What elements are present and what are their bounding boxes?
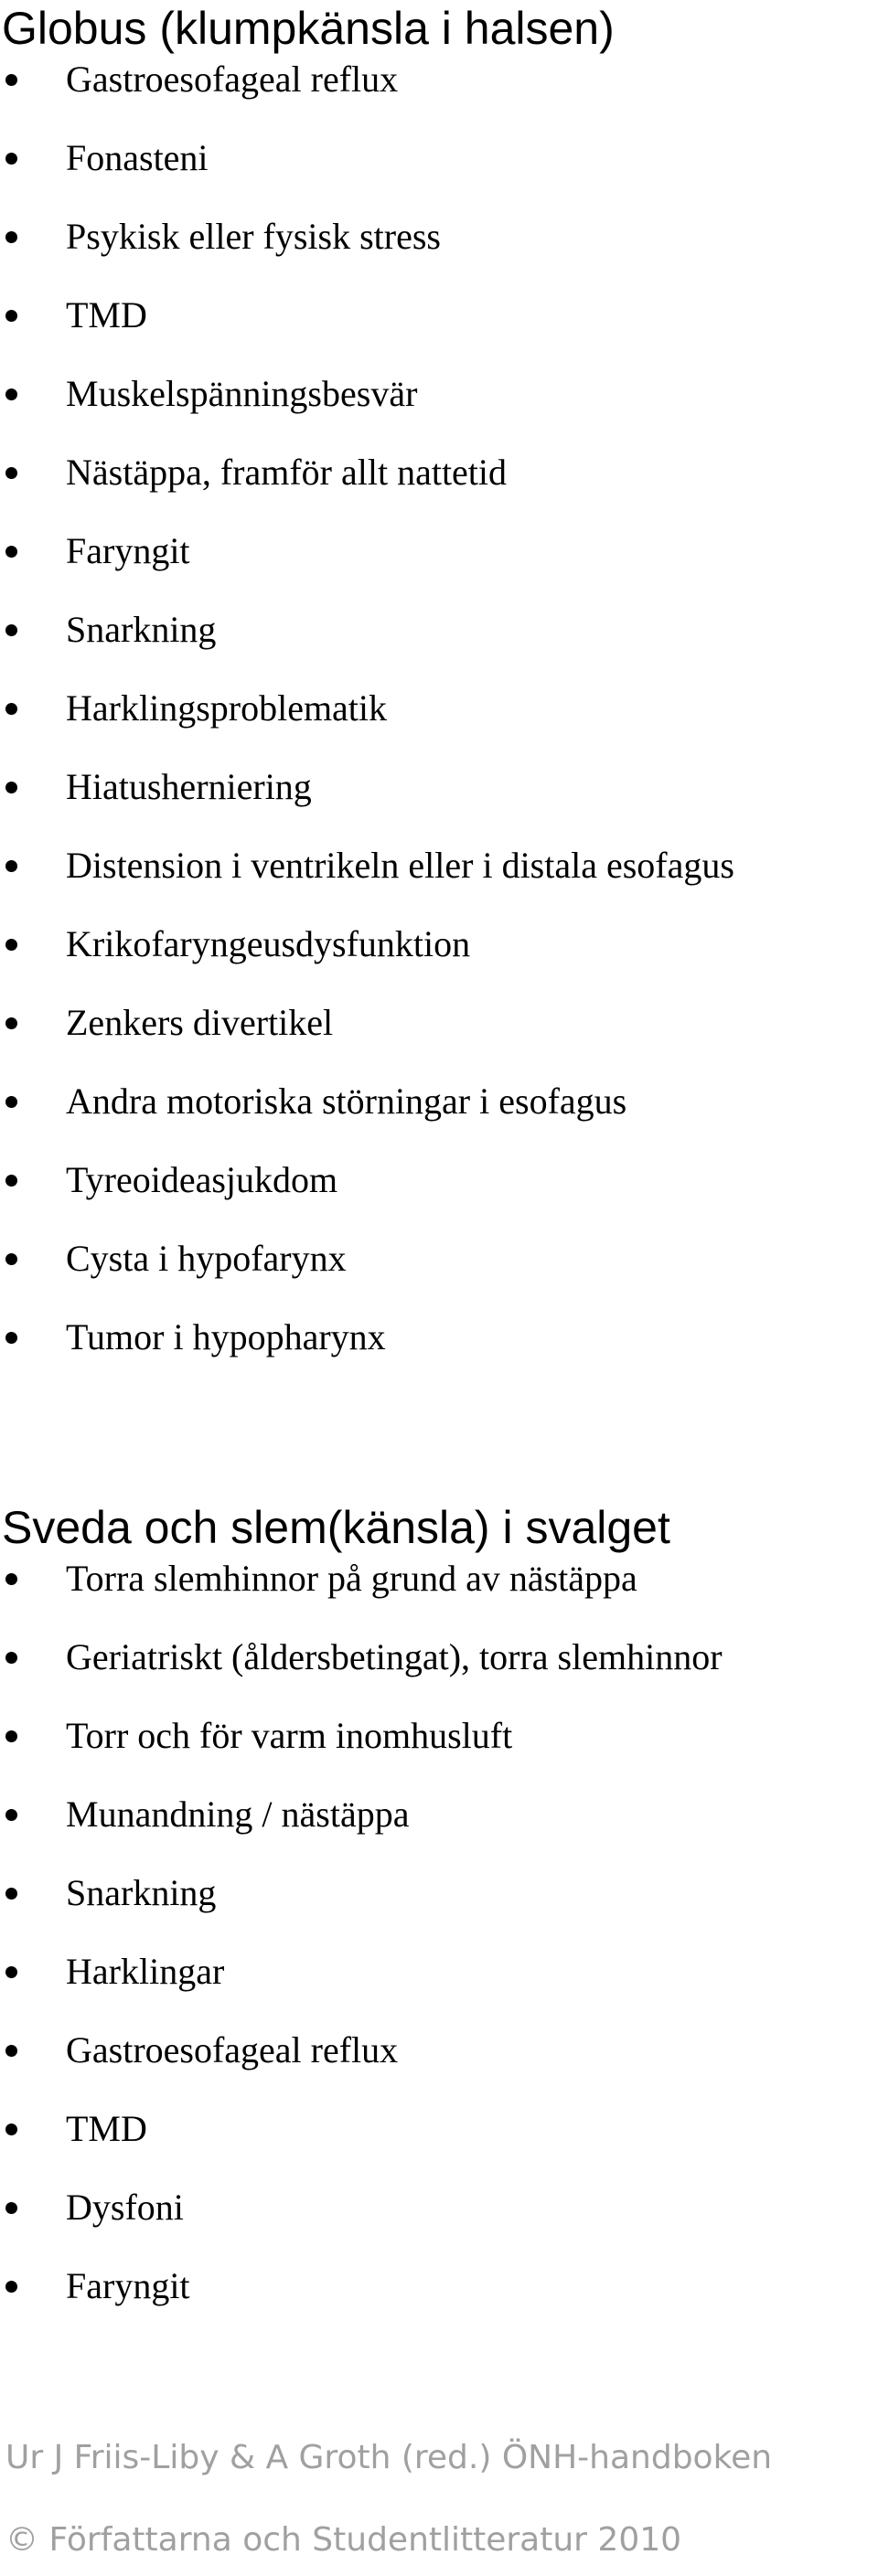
- bullet-icon: [5, 1096, 17, 1108]
- bullet-icon: [5, 153, 17, 165]
- list-item: [0, 197, 878, 276]
- list-item-text: Muskelspänningsbesvär: [66, 373, 418, 414]
- bullet-icon: [5, 1888, 17, 1900]
- list-item: [0, 748, 878, 826]
- bullet-icon: [5, 2045, 17, 2057]
- section-heading: Sveda och slem(känsla) i svalget: [2, 1502, 670, 1553]
- list-item: [0, 512, 878, 591]
- list-item: [0, 119, 878, 197]
- list-item-text: Faryngit: [66, 2265, 190, 2306]
- list-item: [0, 1539, 878, 1618]
- bullet-icon: [5, 2281, 17, 2293]
- list-item: [0, 1854, 878, 1932]
- list-item-text: Cysta i hypofarynx: [66, 1238, 347, 1279]
- list-item: [0, 1062, 878, 1141]
- list-item-text: Torra slemhinnor på grund av nästäppa: [66, 1558, 637, 1599]
- footer-copyright: © Författarna och Studentlitteratur 2010: [5, 2521, 682, 2559]
- bullet-icon: [5, 1332, 17, 1344]
- bullet-icon: [5, 782, 17, 793]
- list-item: [0, 1697, 878, 1775]
- list-item: [0, 826, 878, 905]
- bullet-icon: [5, 2124, 17, 2135]
- bullet-icon: [5, 1730, 17, 1742]
- list-item: [0, 1219, 878, 1298]
- bullet-icon: [5, 624, 17, 636]
- list-item-text: Zenkers divertikel: [66, 1002, 334, 1043]
- list-item-text: Snarkning: [66, 609, 217, 650]
- bullet-icon: [5, 1175, 17, 1187]
- item-list: [0, 40, 878, 1377]
- list-item-text: Tyreoideasjukdom: [66, 1159, 338, 1200]
- list-item: [0, 1932, 878, 2011]
- bullet-icon: [5, 703, 17, 715]
- section-heading: Globus (klumpkänsla i halsen): [2, 3, 615, 54]
- list-item-text: TMD: [66, 2108, 147, 2149]
- bullet-icon: [5, 1017, 17, 1029]
- bullet-icon: [5, 860, 17, 872]
- list-item: [0, 355, 878, 433]
- list-item-text: Nästäppa, framför allt nattetid: [66, 452, 508, 493]
- list-item-text: Munandning / nästäppa: [66, 1794, 410, 1835]
- list-item-text: Gastroesofageal reflux: [66, 2029, 399, 2070]
- bullet-icon: [5, 939, 17, 951]
- list-item: [0, 1775, 878, 1854]
- list-item-text: Hiatusherniering: [66, 766, 312, 807]
- list-item-text: Krikofaryngeusdysfunktion: [66, 923, 471, 964]
- bullet-icon: [5, 74, 17, 86]
- list-item: [0, 2090, 878, 2168]
- list-item-text: Harklingar: [66, 1951, 225, 1992]
- list-item-text: Dysfoni: [66, 2187, 184, 2228]
- list-item-text: Snarkning: [66, 1872, 217, 1913]
- list-item-text: Psykisk eller fysisk stress: [66, 216, 441, 257]
- bullet-icon: [5, 467, 17, 479]
- list-item-text: Harklingsproblematik: [66, 687, 388, 729]
- list-item-text: Andra motoriska störningar i esofagus: [66, 1080, 627, 1122]
- list-item: [0, 1618, 878, 1697]
- list-item-text: Fonasteni: [66, 137, 209, 178]
- list-item-text: Faryngit: [66, 530, 190, 571]
- bullet-icon: [5, 546, 17, 558]
- bullet-icon: [5, 2202, 17, 2214]
- list-item-text: Gastroesofageal reflux: [66, 59, 399, 100]
- bullet-icon: [5, 1809, 17, 1821]
- bullet-icon: [5, 1652, 17, 1664]
- list-item: [0, 2247, 878, 2326]
- list-item-text: Tumor i hypopharynx: [66, 1316, 386, 1357]
- list-item-text: Torr och för varm inomhusluft: [66, 1715, 513, 1756]
- list-item: [0, 433, 878, 512]
- list-item: [0, 1141, 878, 1219]
- bullet-icon: [5, 1253, 17, 1265]
- list-item-text: Geriatriskt (åldersbetingat), torra slemhinnor: [66, 1636, 723, 1677]
- bullet-icon: [5, 389, 17, 400]
- list-item-text: Distension i ventrikeln eller i distala esofagus: [66, 845, 734, 886]
- list-item: [0, 905, 878, 984]
- bullet-icon: [5, 1966, 17, 1978]
- section-sveda: [0, 1499, 878, 2326]
- footer-source: Ur J Friis-Liby & A Groth (red.) ÖNH-handboken: [5, 2439, 773, 2476]
- bullet-icon: [5, 1573, 17, 1585]
- item-list: [0, 1539, 878, 2326]
- list-item: [0, 276, 878, 355]
- list-item: [0, 984, 878, 1062]
- list-item: [0, 669, 878, 748]
- list-item: [0, 591, 878, 669]
- list-item: [0, 40, 878, 119]
- list-item: [0, 1298, 878, 1377]
- list-item-text: TMD: [66, 294, 147, 335]
- bullet-icon: [5, 231, 17, 243]
- list-item: [0, 2011, 878, 2090]
- bullet-icon: [5, 310, 17, 322]
- list-item: [0, 2168, 878, 2247]
